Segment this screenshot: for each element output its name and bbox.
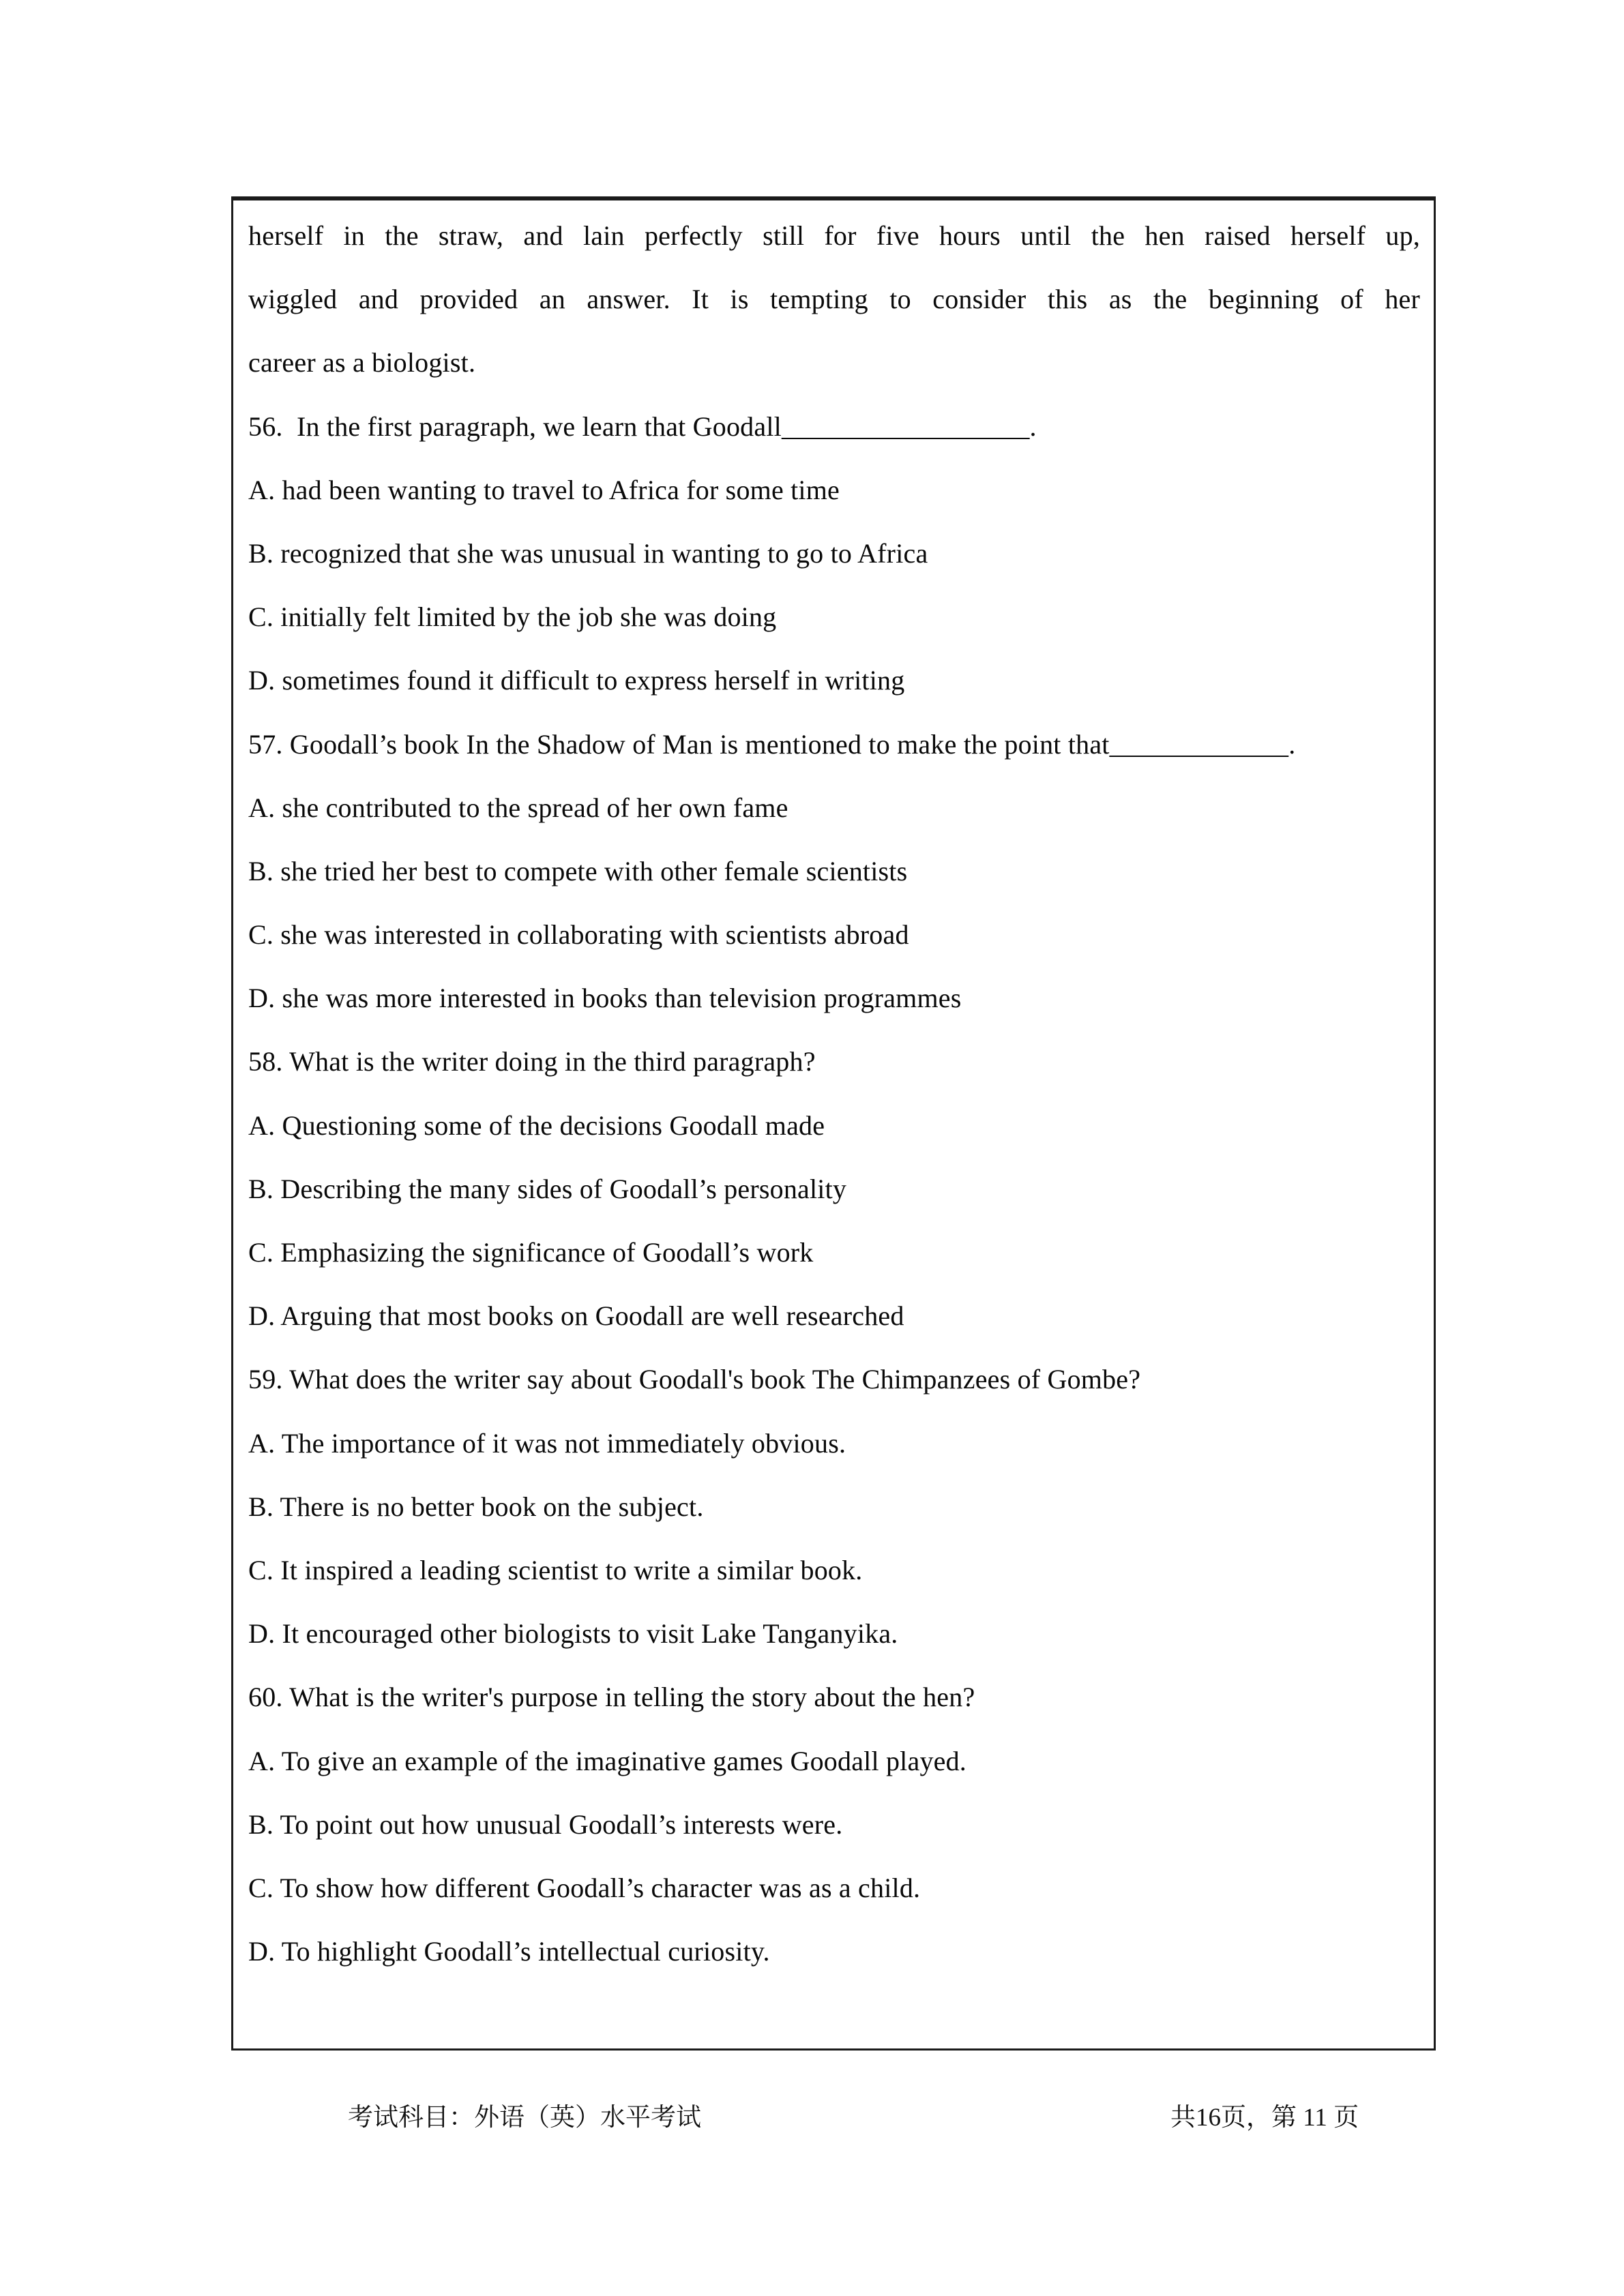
- text-line: D. It encouraged other biologists to visit Lake Tanganyika.: [248, 1618, 898, 1650]
- text-line: B. Describing the many sides of Goodall’s personality: [248, 1173, 847, 1204]
- text-line: wiggled and provided an answer. It is tempting to consider this as the beginning of her: [248, 284, 1420, 315]
- text-line: 60. What is the writer's purpose in telling the story about the hen?: [248, 1682, 975, 1713]
- text-line: A. she contributed to the spread of her own fame: [248, 792, 788, 823]
- text-line: C. she was interested in collaborating with scientists abroad: [248, 919, 909, 951]
- text-line: C. To show how different Goodall’s character was as a child.: [248, 1872, 921, 1903]
- text-line: A. had been wanting to travel to Africa for some time: [248, 474, 840, 505]
- text-line: 58. What is the writer doing in the third paragraph?: [248, 1046, 816, 1077]
- text-line: herself in the straw, and lain perfectly still for five hours until the hen raised herself up,: [248, 220, 1420, 251]
- footer-exam-subject: 考试科目：外语（英）水平考试: [348, 2104, 701, 2132]
- text-line: B. To point out how unusual Goodall’s interests were.: [248, 1808, 843, 1840]
- text-line: B. There is no better book on the subject.: [248, 1491, 704, 1522]
- document-text-box: [231, 196, 1436, 2051]
- text-line: C. initially felt limited by the job she was doing: [248, 601, 777, 633]
- text-line: B. recognized that she was unusual in wanting to go to Africa: [248, 537, 928, 569]
- text-line: C. It inspired a leading scientist to write a similar book.: [248, 1554, 863, 1585]
- text-line: A. The importance of it was not immediately obvious.: [248, 1427, 846, 1459]
- text-line: B. she tried her best to compete with other female scientists: [248, 855, 908, 886]
- text-line: A. Questioning some of the decisions Goodall made: [248, 1109, 825, 1141]
- text-line: career as a biologist.: [248, 347, 476, 378]
- text-line: A. To give an example of the imaginative games Goodall played.: [248, 1745, 967, 1776]
- text-line: 57. Goodall’s book In the Shadow of Man is mentioned to make the point that_____________.: [248, 728, 1296, 760]
- text-line: C. Emphasizing the significance of Goodall’s work: [248, 1237, 814, 1268]
- text-line: D. sometimes found it difficult to express herself in writing: [248, 665, 905, 696]
- footer-page-number: 共16页，第 11 页: [1170, 2104, 1359, 2132]
- text-line: 56. In the first paragraph, we learn that Goodall__________________.: [248, 411, 1037, 442]
- text-line: D. Arguing that most books on Goodall are well researched: [248, 1300, 904, 1332]
- text-line: D. she was more interested in books than television programmes: [248, 983, 962, 1014]
- text-line: D. To highlight Goodall’s intellectual curiosity.: [248, 1936, 770, 1967]
- text-line: 59. What does the writer say about Goodall's book The Chimpanzees of Gombe?: [248, 1364, 1141, 1395]
